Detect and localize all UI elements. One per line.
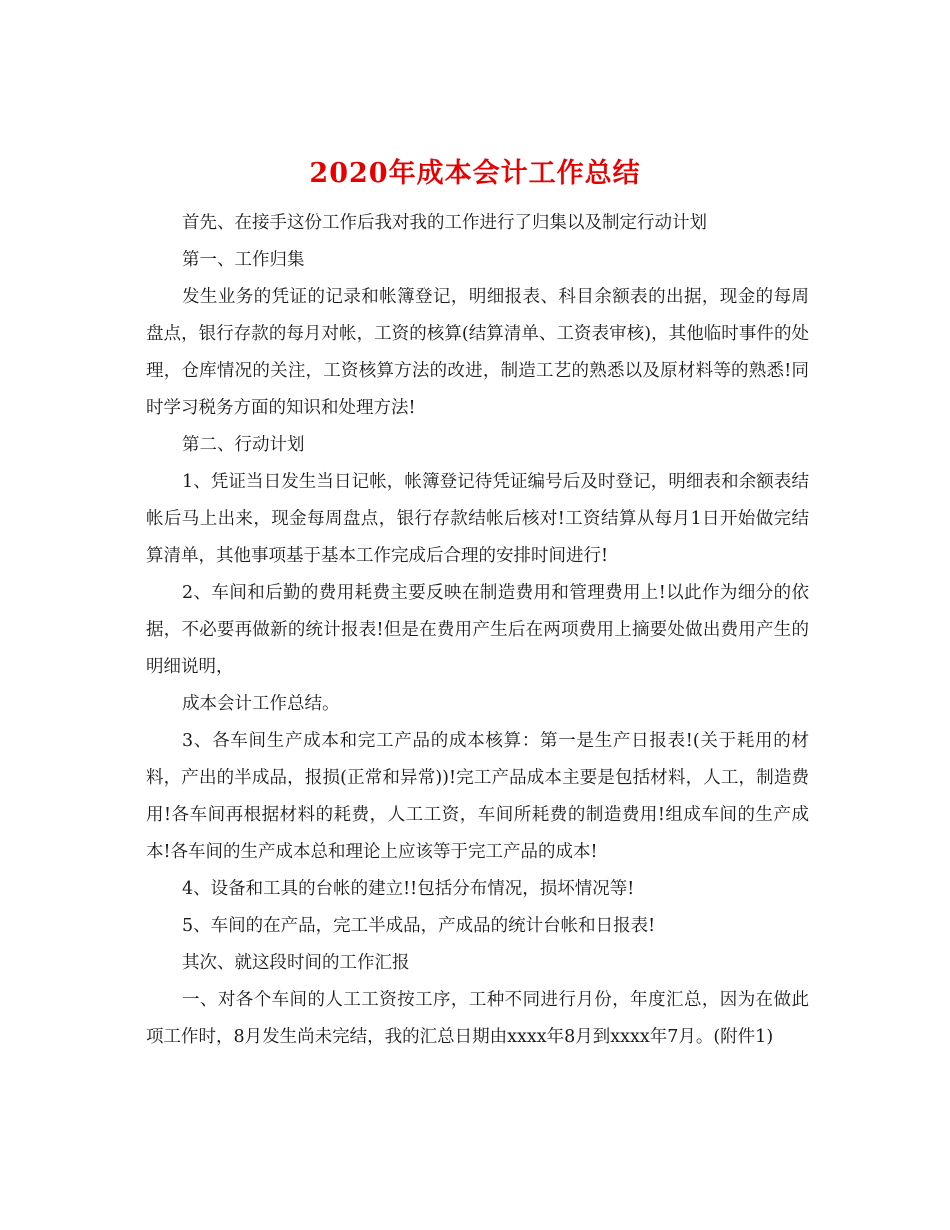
paragraph-plan-item-2: 2、车间和后勤的费用耗费主要反映在制造费用和管理费用上!以此作为细分的依据，不必要再做新的统计报表!但是在费用产生后在两项费用上摘要处做出费用产生的明细说明， (146, 583, 809, 677)
paragraph-plan-item-5: 5、车间的在产品，完工半成品，产成品的统计台帐和日报表! (182, 916, 656, 936)
paragraph-report-item-1: 一、对各个车间的人工工资按工序，工种不同进行月份，年度汇总，因为在做此项工作时，8月发生尚未完结，我的汇总日期由xxxx年8月到xxxx年7月。(附件1) (146, 990, 809, 1047)
paragraph-plan-item-4: 4、设备和工具的台帐的建立!!包括分布情况，损坏情况等! (182, 879, 635, 899)
heading-section-1: 第一、工作归集 (182, 250, 305, 270)
paragraph-note: 成本会计工作总结。 (182, 694, 340, 714)
paragraph-intro: 首先、在接手这份工作后我对我的工作进行了归集以及制定行动计划 (182, 213, 707, 233)
paragraph-plan-item-1: 1、凭证当日发生当日记帐，帐簿登记待凭证编号后及时登记，明细表和余额表结帐后马上出来，现金每周盘点，银行存款结帐后核对!工资结算从每月1日开始做完结算清单，其他事项基于基本工作完成后合理的安排时间进行! (146, 472, 809, 566)
document-body (146, 205, 809, 1056)
heading-section-3: 其次、就这段时间的工作汇报 (182, 953, 410, 973)
page-title: 2020年成本会计工作总结 (309, 158, 641, 190)
paragraph-work-summary: 发生业务的凭证的记录和帐簿登记，明细报表、科目余额表的出据，现金的每周盘点，银行存款的每月对帐，工资的核算(结算清单、工资表审核)，其他临时事件的处理，仓库情况的关注，工资核算方法的改进，制造工艺的熟悉以及原材料等的熟悉!同时学习税务方面的知识和处理方法! (146, 287, 809, 418)
paragraph-plan-item-3: 3、各车间生产成本和完工产品的成本核算：第一是生产日报表!(关于耗用的材料，产出的半成品，报损(正常和异常))!完工产品成本主要是包括材料，人工，制造费用!各车间再根据材料的耗费，人工工资，车间所耗费的制造费用!组成车间的生产成本!各车间的生产成本总和理论上应该等于完工产品的成本! (146, 731, 809, 862)
heading-section-2: 第二、行动计划 (182, 435, 305, 455)
